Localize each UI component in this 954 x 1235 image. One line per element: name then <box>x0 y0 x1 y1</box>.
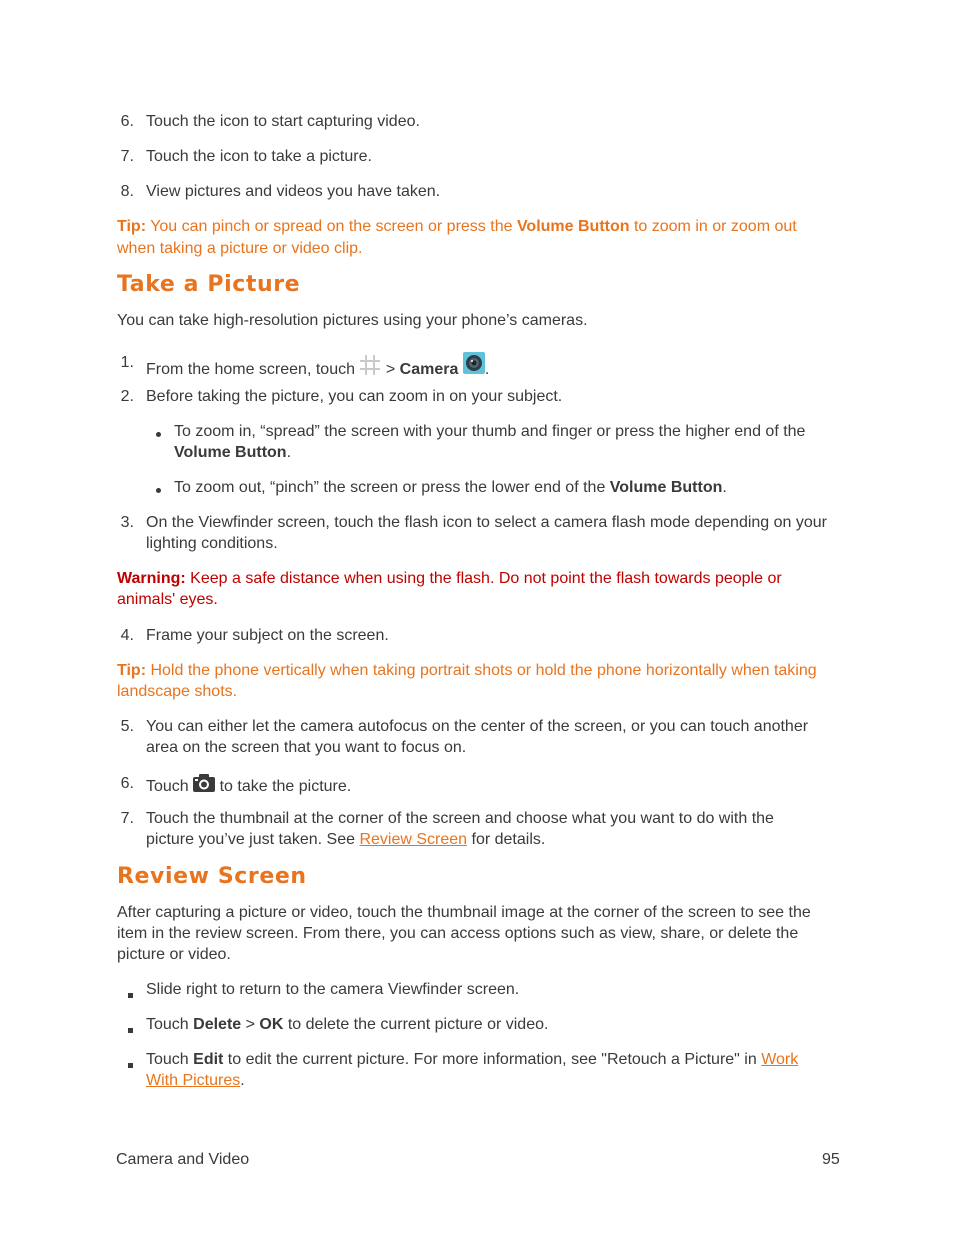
step-number: 4. <box>120 627 134 644</box>
step-text: On the Viewfinder screen, touch the flash icon to select a camera flash mode depending on your <box>146 514 827 531</box>
apps-grid-icon <box>359 354 381 382</box>
tip-orientation-line2: landscape shots. <box>117 683 238 700</box>
tip-zoom-line2: when taking a picture or video clip. <box>117 240 363 257</box>
bullet-square <box>128 993 133 998</box>
bullet-square <box>128 1028 133 1033</box>
step-number: 8. <box>120 183 134 200</box>
step-number: 5. <box>120 718 134 735</box>
step-touch-shutter: Touch to take the picture. <box>146 774 351 798</box>
volume-button-term: Volume Button <box>516 218 630 235</box>
review-paragraph-line3: picture or video. <box>117 946 231 963</box>
step-text: You can either let the camera autofocus on the center of the screen, or you can touch another <box>146 718 809 735</box>
step-text: View pictures and videos you have taken. <box>146 183 441 200</box>
camera-shutter-icon <box>193 774 215 798</box>
footer-page-number: 95 <box>822 1151 840 1168</box>
review-bullet-edit: Touch Edit to edit the current picture. For more information, see "Retouch a Picture" in Work <box>146 1051 799 1068</box>
bullet-square <box>128 1063 133 1068</box>
step-home-camera: From the home screen, touch > Camera . <box>146 352 489 382</box>
step-text: Touch the icon to take a picture. <box>146 148 372 165</box>
edit-term: Edit <box>193 1051 224 1068</box>
delete-term: Delete <box>193 1016 242 1033</box>
tip-label: Tip: <box>117 218 147 235</box>
step-text: Frame your subject on the screen. <box>146 627 389 644</box>
footer-chapter: Camera and Video <box>116 1151 250 1168</box>
warning-flash: Warning: Keep a safe distance when using the flash. Do not point the flash towards people or <box>117 570 782 587</box>
step-number: 6. <box>120 113 134 130</box>
tip-label: Tip: <box>117 662 147 679</box>
warning-flash-line2: animals' eyes. <box>117 591 218 608</box>
step-number: 3. <box>120 514 134 531</box>
bullet-dot <box>156 488 161 493</box>
bullet-zoom-out: To zoom out, “pinch” the screen or press the lower end of the Volume Button. <box>174 479 727 496</box>
step-text: Before taking the picture, you can zoom in on your subject. <box>146 388 563 405</box>
review-bullet-edit-line2: With Pictures. <box>146 1072 245 1089</box>
bullet-dot <box>156 432 161 437</box>
step-number: 1. <box>120 354 134 371</box>
step-number: 2. <box>120 388 134 405</box>
step-text-line2: picture you’ve just taken. See Review Screen for details. <box>146 831 546 848</box>
review-screen-link[interactable]: Review Screen <box>359 831 468 848</box>
step-number: 7. <box>120 810 134 827</box>
step-text: Touch the icon to start capturing video. <box>146 113 420 130</box>
warning-label: Warning: <box>117 570 186 587</box>
camera-term: Camera <box>399 361 459 378</box>
step-text-line2: area on the screen that you want to focus on. <box>146 739 467 756</box>
ok-term: OK <box>259 1016 284 1033</box>
tip-zoom: Tip: You can pinch or spread on the screen or press the Volume Button to zoom in or zoom out <box>117 218 797 235</box>
camera-app-icon <box>463 352 485 380</box>
volume-button-term: Volume Button <box>174 444 287 461</box>
work-with-pictures-link[interactable]: Work <box>761 1051 799 1068</box>
section-intro: You can take high-resolution pictures using your phone’s cameras. <box>117 312 588 329</box>
review-bullet-delete: Touch Delete > OK to delete the current picture or video. <box>146 1016 549 1033</box>
step-number: 7. <box>120 148 134 165</box>
volume-button-term: Volume Button <box>609 479 723 496</box>
review-bullet-slide: Slide right to return to the camera Viewfinder screen. <box>146 981 520 998</box>
section-heading-take-a-picture: Take a Picture <box>117 272 301 297</box>
bullet-zoom-in-line2: Volume Button. <box>174 444 292 461</box>
step-text: Touch the thumbnail at the corner of the screen and choose what you want to do with the <box>146 810 774 827</box>
step-text-line2: lighting conditions. <box>146 535 278 552</box>
section-heading-review-screen: Review Screen <box>117 864 307 889</box>
review-paragraph-line2: item in the review screen. From there, you can access options such as view, share, or delete the <box>117 925 799 942</box>
work-with-pictures-link-cont[interactable]: With Pictures <box>146 1072 241 1089</box>
bullet-zoom-in: To zoom in, “spread” the screen with your thumb and finger or press the higher end of the <box>174 423 806 440</box>
review-paragraph: After capturing a picture or video, touch the thumbnail image at the corner of the screen to see the <box>117 904 811 921</box>
step-number: 6. <box>120 775 134 792</box>
tip-orientation: Tip: Hold the phone vertically when taking portrait shots or hold the phone horizontally when taking <box>117 662 817 679</box>
